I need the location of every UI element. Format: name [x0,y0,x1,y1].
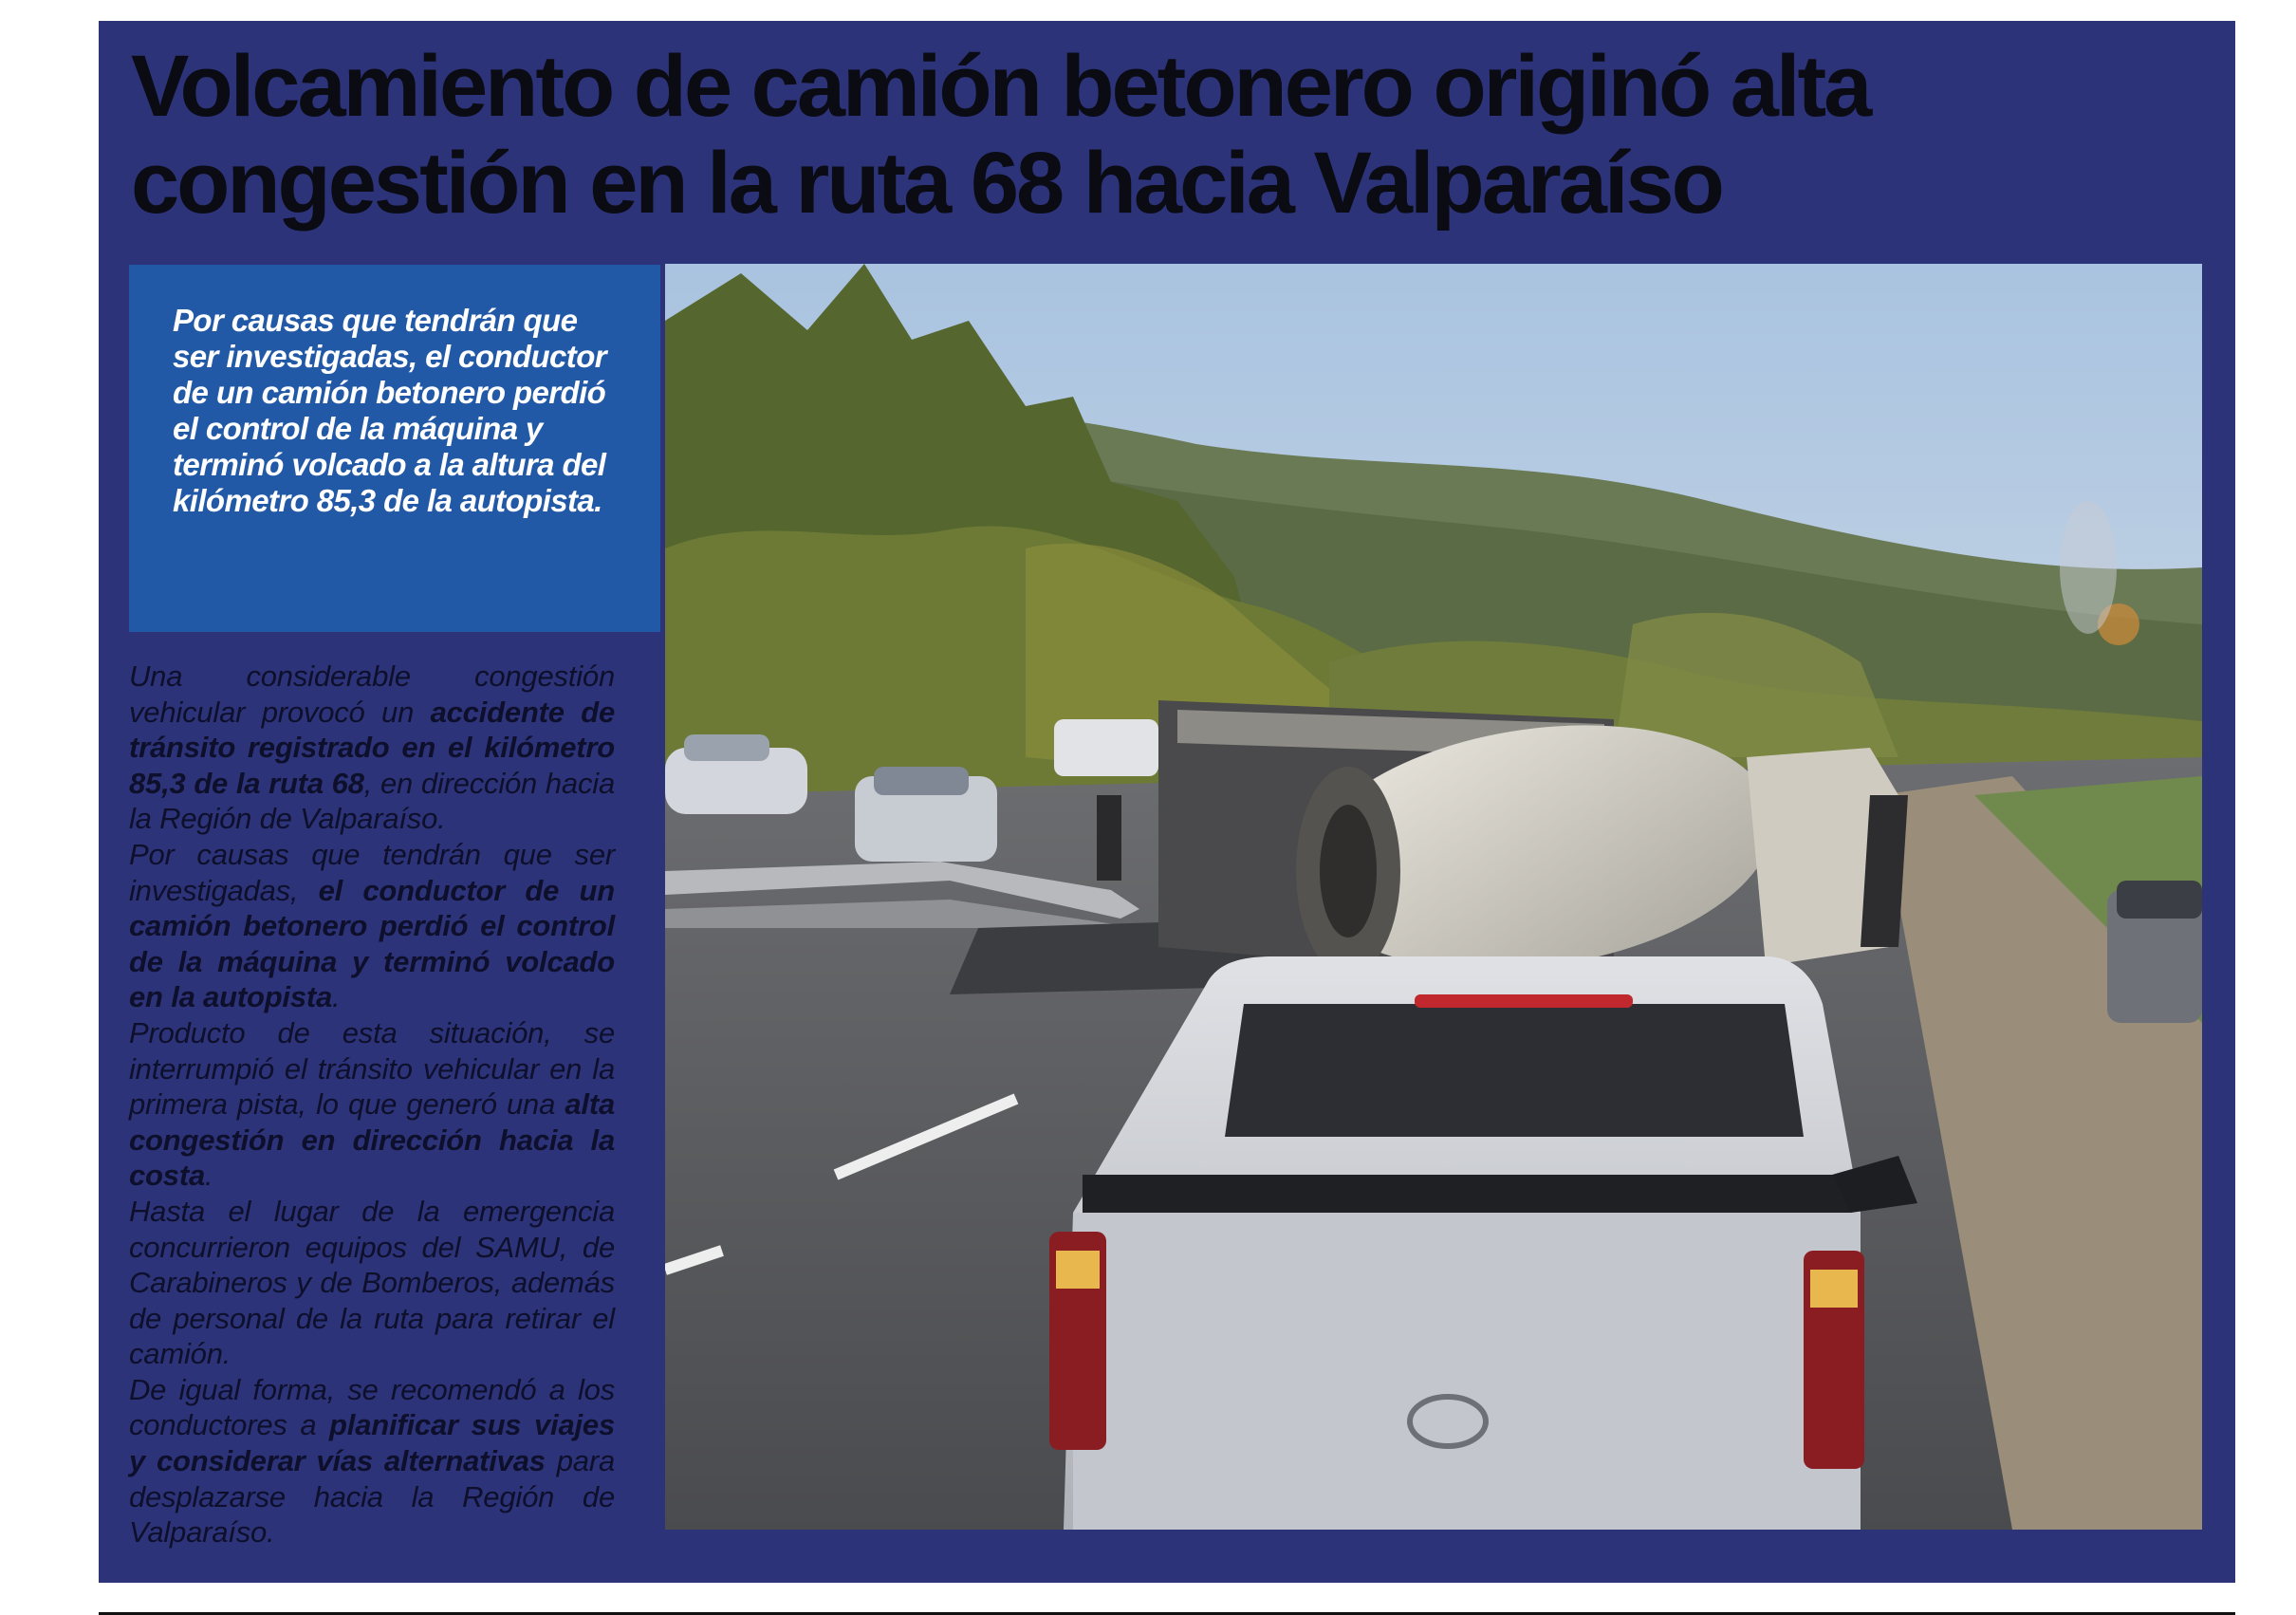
text-run: Una considerable congestión vehicular provocó un [129,659,615,729]
bold-run: el conductor de un camión betonero perdió el control de la máquina y terminó volcado en la autopista [129,873,615,1014]
person [1097,795,1121,881]
article-panel [99,21,2235,1583]
text-run: Producto de esta situación, se interrumpió el tránsito vehicular en la primera pista, lo que generó una [129,1015,615,1122]
lead-box [129,265,660,632]
text-run: para desplazarse hacia la Región de Valparaíso. [129,1444,615,1550]
bold-run: accidente de tránsito registrado en el kilómetro 85,3 de la ruta 68 [129,695,615,800]
body-paragraph [129,659,615,837]
body-paragraph [129,1372,615,1550]
body-paragraph [129,1015,615,1194]
headline: Volcamiento de camión betonero originó alta congestión en la ruta 68 hacia Valparaíso [131,38,1870,232]
body-paragraph [129,837,615,1015]
text-run: De igual forma, se recomendó a los conductores a [129,1372,615,1442]
lead-text: Por causas que tendrán que ser investigadas, el conductor de un camión betonero perdió el control de la máquina y terminó volcado a la altura del kilómetro 85,3 de la autopista. [173,303,606,518]
article-body [129,659,615,1550]
bold-run: alta congestión en dirección hacia la costa [129,1087,615,1193]
bold-run: planificar sus viajes y considerar vías alternativas [129,1408,615,1478]
body-paragraph [129,1194,615,1372]
text-run: . [332,980,341,1014]
text-run: Por causas que tendrán que ser investigadas, [129,837,615,907]
text-run: Hasta el lugar de la emergencia concurrieron equipos del SAMU, de Carabineros y de Bomberos, además de personal de la ruta para retirar el camión. [129,1194,615,1371]
text-run: . [204,1159,213,1193]
text-run: , en dirección hacia la Región de Valparaíso. [129,766,615,836]
accident-photo [665,264,2202,1530]
